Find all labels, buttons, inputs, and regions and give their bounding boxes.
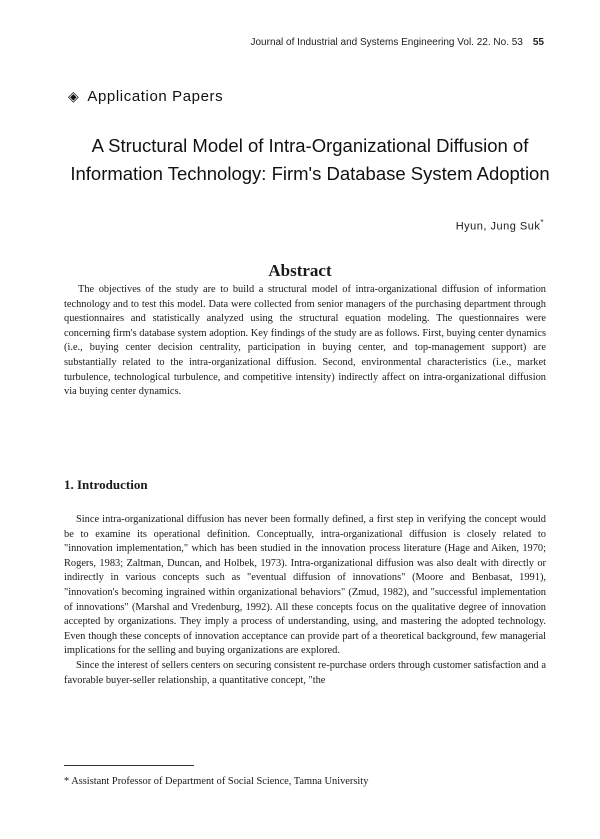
journal-citation: Journal of Industrial and Systems Engineering Vol. 22. No. 53 [250, 37, 523, 48]
abstract-body: The objectives of the study are to build a structural model of intra-organizational diffusion of information technology and to test this model. Data were collected from senior managers of the purchasing department through questionnaires and statistically analyzed using the structural equation modeling. The questionnaires were concerning firm's database system adoption. Key findings of the study are as follows. First, buying center dynamics (i.e., buying center decision centrality, participation in buying center, and top-management support) are substantially related to the intra-organizational diffusion. Second, environmental characteristics (i.e., market turbulence, technological turbulence, and competitive intensity) indirectly affect on intra-organizational diffusion via buying center dynamics. [64, 284, 546, 398]
running-header [250, 37, 544, 48]
section-label-text: Application Papers [87, 88, 224, 105]
author [456, 218, 544, 233]
footnote: * Assistant Professor of Department of Social Science, Tamna University [64, 776, 369, 787]
title-line-1: A Structural Model of Intra-Organizational Diffusion of [91, 135, 529, 156]
introduction-paragraph: Since intra-organizational diffusion has never been formally defined, a first step in verifying the concept would be to examine its operational definition. Conceptually, intra-organizational diffusion is closely related to "innovation implementation," which has been studied in the innovation process literature (Hage and Aiken, 1970; Rogers, 1983; Zaltman, Duncan, and Holbek, 1973). Intra-organizational diffusion was also dealt with directly or indirectly in various concepts such as "eventual diffusion of innovations" (Moore and Benbasat, 1991), "innovation's becoming ingrained within organizational behaviors" (Zmud, 1982), and "successful implementation of innovations" (Marshal and Vredenburg, 1992). All these concepts focus on the qualitative degree of innovation accepted by organizations. They imply a process of understanding, using, and mastering the adopted technology. Even though these concepts of innovation acceptance can provide part of a theoretical background, few managerial implications for the selling and buying organizations are explored. [64, 514, 546, 657]
abstract-heading: Abstract [268, 261, 332, 280]
introduction-body [64, 513, 546, 688]
introduction-paragraph: Since the interest of sellers centers on securing consistent re-purchase orders through customer satisfaction and a favorable buyer-seller relationship, a quantitative concept, "the [64, 659, 546, 686]
author-name: Hyun, Jung Suk [455, 220, 541, 233]
author-footnote-mark: * [540, 218, 544, 227]
introduction-heading: 1. Introduction [64, 477, 148, 492]
title-line-2: Information Technology: Firm's Database System Adoption [70, 163, 550, 184]
paper-title [60, 132, 560, 188]
page-number: 55 [532, 37, 544, 48]
section-label [68, 88, 223, 105]
diamond-bullet-icon: ◈ [68, 88, 80, 104]
footnote-divider [64, 765, 194, 766]
